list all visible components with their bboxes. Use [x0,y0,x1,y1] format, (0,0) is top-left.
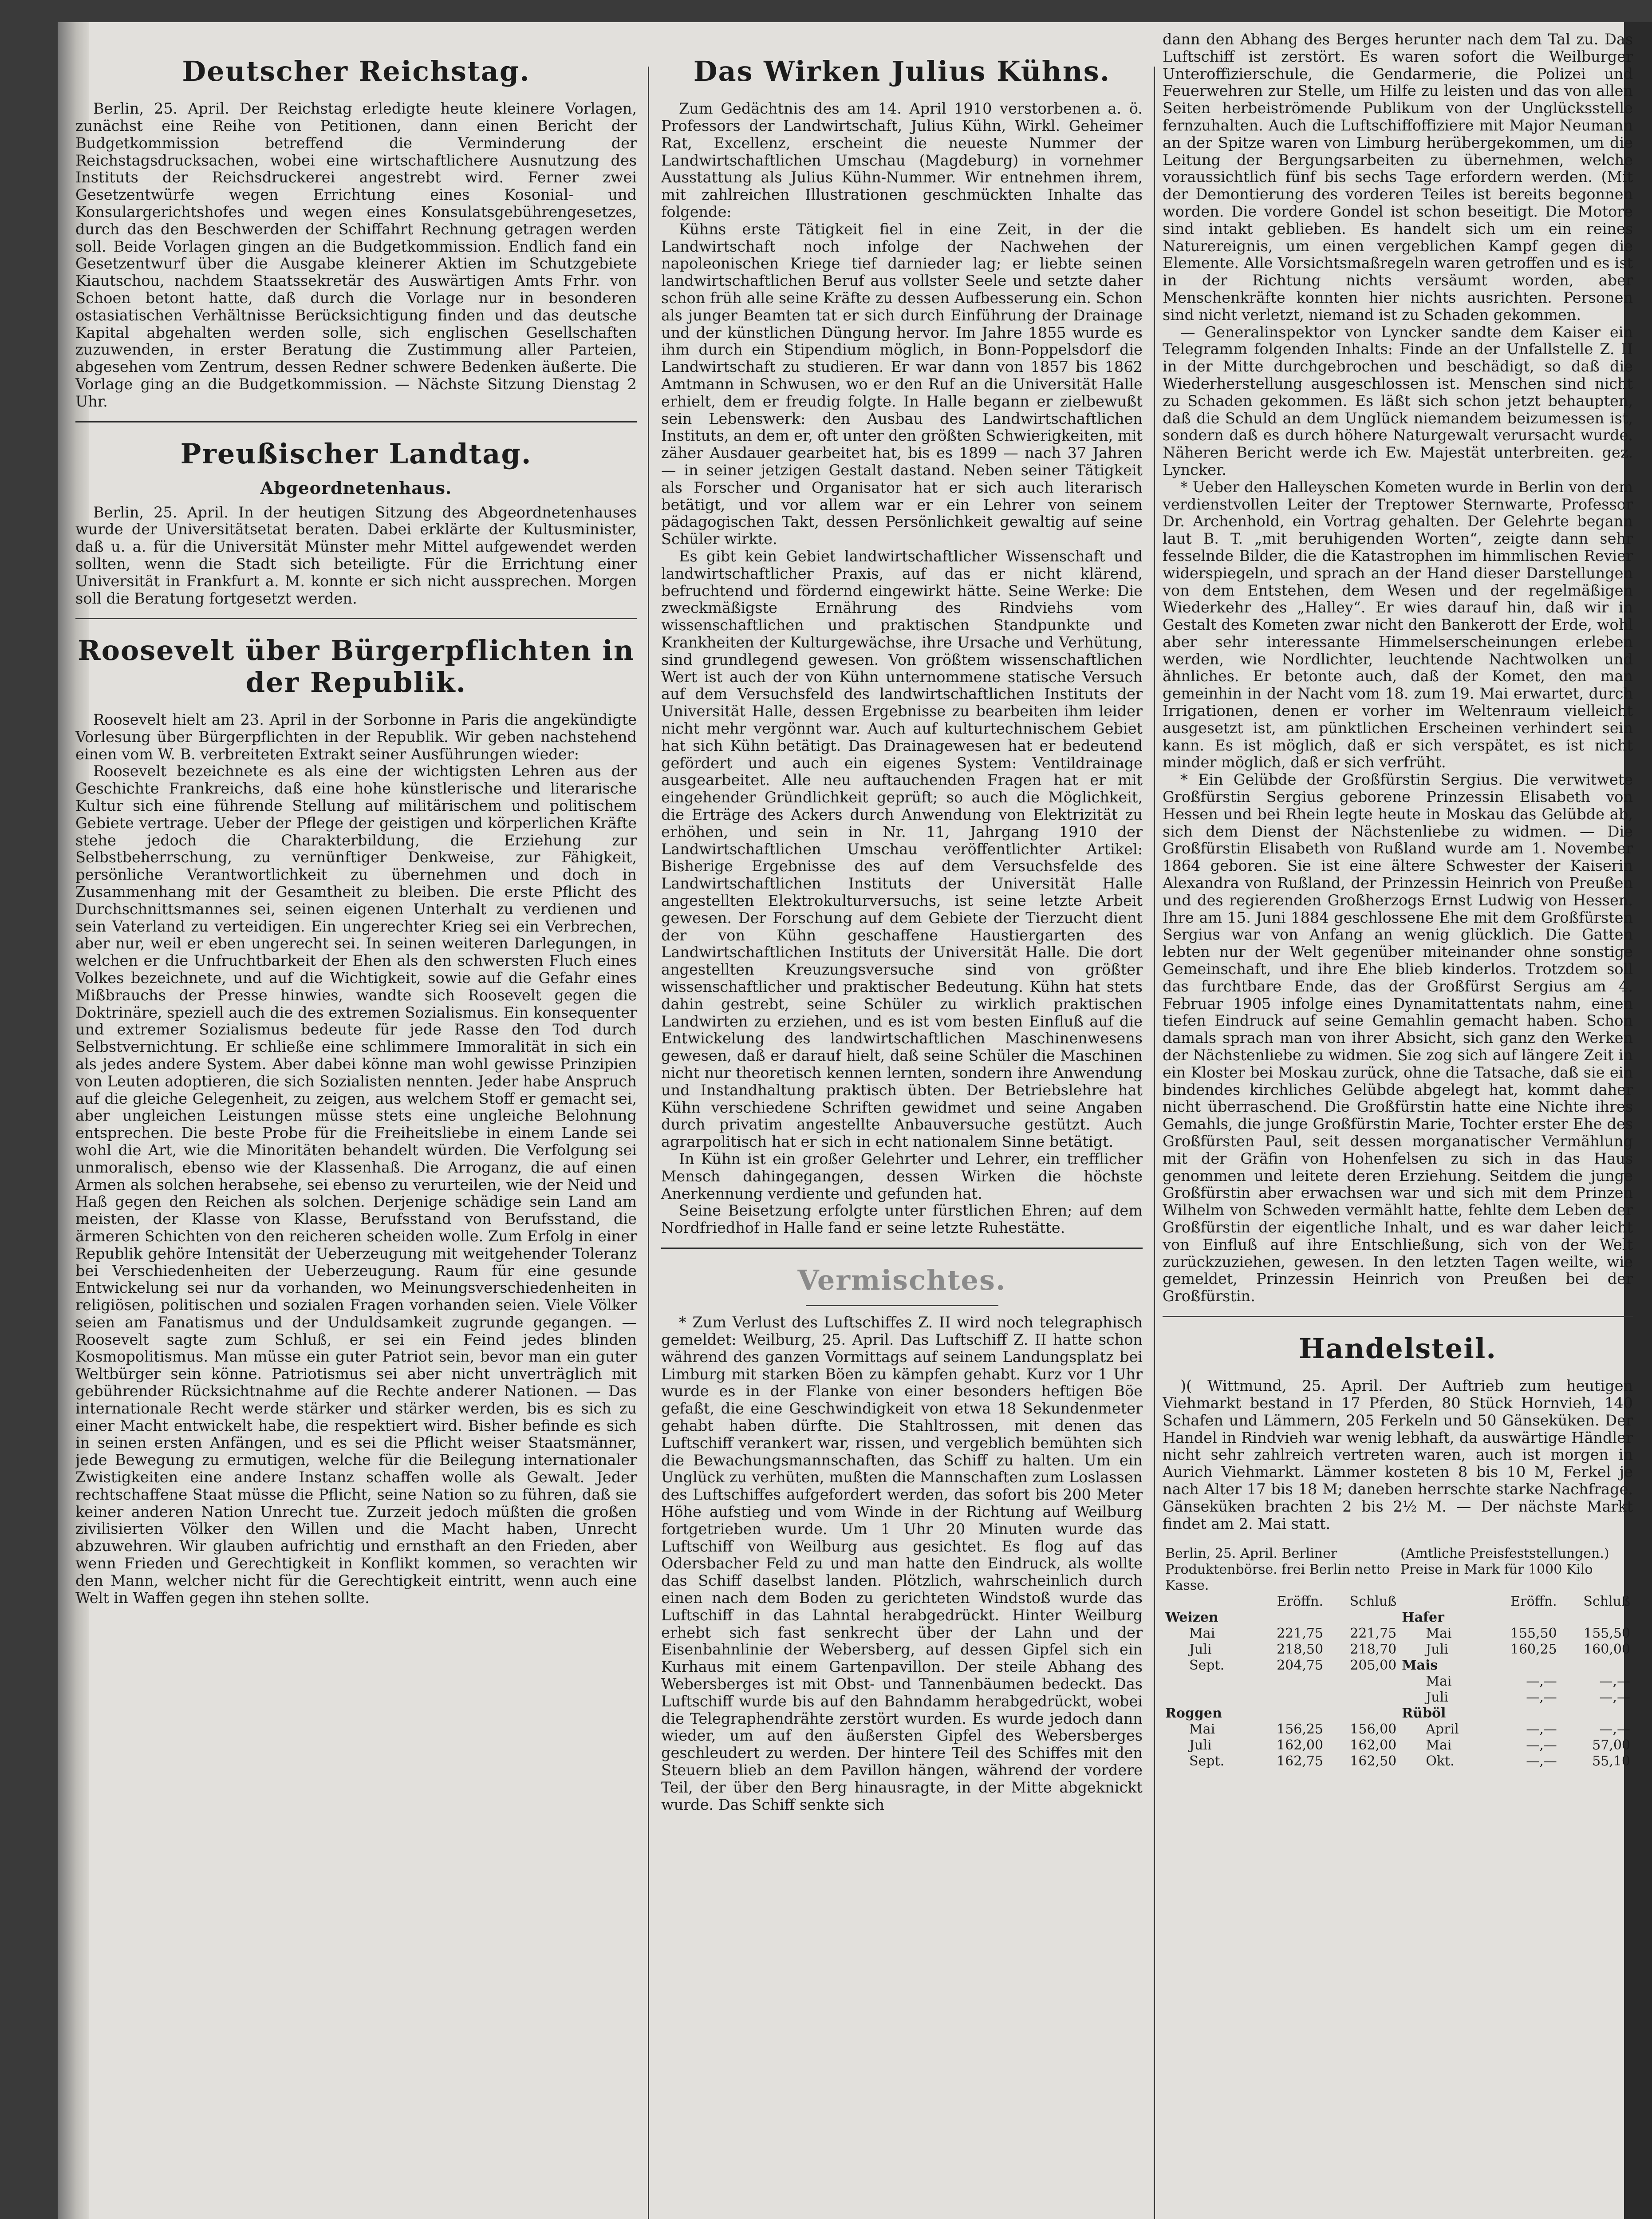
market-row [1163,1674,1633,1690]
market-price-cell [1253,1610,1326,1626]
market-commodity-label: Weizen [1165,1610,1218,1626]
section-rule [75,421,637,422]
market-commodity-label [1163,1674,1253,1690]
market-commodity-label: Sept. [1189,1658,1225,1674]
article-grossfuerstin-sergius: * Ein Gelübde der Großfürstin Sergius. Die verwitwete Großfürstin Sergius geborene Prinzessin Elisabeth von Hessen und bei Rhein legte heute in Moskau das Gelübde ab, sich dem Dienst der Nächstenliebe zu widmen. — Die Großfürstin Elisabeth von Rußland wurde am 1. November 1864 geboren. Sie ist eine ältere Schwester der Kaiserin Alexandra von Rußland, der Prinzessin Heinrich von Preußen und des regierenden Großherzogs Ernst Ludwig von Hessen. Ihre am 15. Juni 1884 geschlossene Ehe mit dem Großfürsten Sergius war von Anfang an wenig glücklich. Die Gatten lebten nur der Welt gegenüber miteinander ohne sonstige Gemeinschaft, und ihre Ehe blieb kinderlos. Trotzdem soll das furchtbare Ende, das der Großfürst Sergius am 4. Februar 1905 infolge eines Dynamitattentats nahm, einen tiefen Eindruck auf seine Gemahlin gemacht haben. Schon damals sprach man von ihrer Absicht, sich ganz den Werken der Nächstenliebe zu widmen. Sie zog sich auf längere Zeit in ein Kloster bei Moskau zurück, ohne die Tatsache, daß sie ein bindendes kirchliches Gelübde abgelegt hat, kommt daher nicht überraschend. Die Großfürstin hatte eine Nichte ihres Gemahls, die junge Großfürstin Marie, Tochter erster Ehe des Großfürsten Paul, seit dessen morganatischer Vermählung mit der Gräfin von Hohenfelsen zu sich in das Haus genommen und leitete deren Erziehung. Seitdem die junge Großfürstin aber erwachsen war und sich mit dem Prinzen Wilhelm von Schweden vermählt hatte, fehlte dem Leben der Großfürstin der eigentliche Inhalt, und es war daher leicht von Einfluß auf ihre Entschließung, sich von der Welt zurückzuziehen, gewesen. In den letzten Tagen weilte, wie gemeldet, Prinzessin Heinrich von Preußen bei der Großfürstin. [1163,771,1633,1305]
market-price-cell [1253,1690,1326,1706]
market-price-cell: 155,50 [1584,1626,1630,1642]
headline-vermischtes: Vermischtes. [797,1263,1006,1296]
market-price-cell: 162,50 [1350,1753,1397,1769]
market-price-cell [1326,1706,1399,1722]
market-price-cell: 156,25 [1277,1722,1324,1737]
section-rule [661,1248,1143,1249]
article-luftschiff-cont: dann den Abhang des Berges herunter nach dem Tal zu. Das Luftschiff ist zerstört. Es waren sofort die Weilburger Unteroffizierschule, die Gendarmerie, die Polizei und Feuerwehren zur Stelle, um Hilfe zu leisten und das von allen Seiten herbeiströmende Publikum von der Unglücksstelle fernzuhalten. Auch die Luftschiffoffiziere mit Major Neumann an der Spitze waren von Limburg herübergekommen, um die Leitung der Bergungsarbeiten zu übernehmen, welche voraussichtlich fünf bis sechs Tage erfordern werden. (Mit der Demontierung des vorderen Teiles ist bereits begonnen worden. Die vordere Gondel ist schon beseitigt. Die Motore sind intakt geblieben. Es handelt sich um ein reines Naturereignis, um einen vergeblichen Kampf gegen die Elemente. Alle Vorsichtsmaßregeln waren getroffen und es ist in der Richtung nichts versäumt worden, aber Menschenkräfte konnten hier nichts ausrichten. Personen sind nicht verletzt, niemand ist zu Schaden gekommen. [1163,31,1633,324]
market-price-cell: —,— [1599,1674,1630,1690]
market-row [1163,1690,1633,1706]
market-commodity-label: Hafer [1402,1610,1444,1626]
market-price-cell [1486,1610,1559,1626]
article-wittmund-viehmarkt: )( Wittmund, 25. April. Der Auftrieb zum heutigen Viehmarkt bestand in 17 Pferden, 80 Stück Hornvieh, 140 Schafen und Lämmern, 205 Ferkeln und 50 Gänseküken. Der Handel in Rindvieh war wenig lebhaft, da auswärtige Händler nicht sehr zahlreich vertreten waren, auch ist morgen in Aurich Viehmarkt. Lämmer kosteten 8 bis 10 M, Ferkel je nach Alter 17 bis 18 M; daneben herrschte starke Nachfrage. Gänseküken brachten 2 bis 2½ M. — Der nächste Markt findet am 2. Mai statt. [1163,1377,1633,1532]
market-row [1163,1642,1633,1658]
column-divider [648,67,649,2219]
headline-kuehn: Das Wirken Julius Kühns. [693,55,1111,87]
market-row [1163,1658,1633,1674]
market-price-cell: 162,75 [1277,1753,1324,1769]
market-price-cell [1486,1658,1559,1674]
market-row [1163,1722,1633,1737]
headline-handelsteil: Handelsteil. [1299,1332,1497,1365]
article-luftschiff: * Zum Verlust des Luftschiffes Z. II wird noch telegraphisch gemeldet: Weilburg, 25. April. Das Luftschiff Z. II hatte schon während des ganzen Vormittags auf seinem Landungsplatz bei Limburg mit starken Böen zu kämpfen gehabt. Kurz vor 1 Uhr wurde es in der Flanke von einer besonders heftigen Böe gefaßt, die eine Geschwindigkeit von etwa 18 Sekundenmeter gehabt haben dürfte. Die Stahltrossen, mit denen das Luftschiff verankert war, rissen, und vergeblich bemühten sich die Bewachungsmannschaften, das Schiff zu halten. Um ein Unglück zu verhüten, mußten die Mannschaften zum Loslassen des Luftschiffes aufgefordert werden, das sofort bis 200 Meter Höhe aufstieg und vom Winde in der Richtung auf Weilburg fortgetrieben wurde. Um 1 Uhr 20 Minuten wurde das Luftschiff von Weilburg aus gesichtet. Es flog auf das Odersbacher Feld zu und man hatte den Eindruck, als wollte das Schiff daselbst landen. Plötzlich, wahrscheinlich durch einen nach dem Boden zu gerichteten Windstoß wurde das Luftschiff in das Lahntal herabgedrückt. Hinter Weilburg erhebt sich fast senkrecht über der Lahn und der Eisenbahnlinie der Webersberg, auf dessen Gipfel sich ein Kurhaus mit einem Gartenpavillon. Der steile Abhang des Webersberges ist mit Obst- und Tannenbäumen bedeckt. Das Luftschiff wurde bis auf den Bahndamm herabgedrückt, wobei die Telegraphendrähte zerstört wurden. Es wurde jedoch dann wieder, um auf den äußersten Gipfel des Webersberges geschleudert zu werden. Der hintere Teil des Schiffes mit den Steuern blieb an dem Pavillon hängen, während der vordere Teil, der über den Berg hinausragte, in der Mitte abgeknickt wurde. Das Schiff senkte sich [661,1314,1143,1813]
col-header-eroeffn: Eröffn. [1277,1594,1324,1610]
headline-roosevelt: Roosevelt über Bürgerpflichten in der Republik. [78,634,635,699]
market-commodity-label: April [1426,1722,1459,1737]
market-price-cell: 218,50 [1277,1642,1324,1658]
article-roosevelt-body: Roosevelt bezeichnete es als eine der wichtigsten Lehren aus der Geschichte Frankreichs, daß eine hohe künstlerische und literarische Kultur sich eine führende Stellung auf militärischem und politischem Gebiete vertrage. Ueber der Pflege der geistigen und körperlichen Kräfte stehe jedoch die Charakterbildung, die Erziehung zur Selbstbeherrschung, zu vernünftiger Denkweise, zur Fähigkeit, persönliche Verantwortlichkeit zu übernehmen und doch in Zusammenhang mit der Gesamtheit zu bleiben. Die erste Pflicht des Durchschnittsmannes sei, seinen eigenen Unterhalt zu verdienen und sein Vaterland zu verteidigen. Ein ungerechter Krieg sei ein Verbrechen, aber nur, weil er eben ungerecht sei. In seinen weiteren Darlegungen, in welchen er die Unfruchtbarkeit der Ehen als den schwersten Fluch eines Volkes bezeichnete, und auf die Wichtigkeit, sowie auf die Gefahr eines Mißbrauchs der Presse hinwies, wandte sich Roosevelt gegen die Doktrinäre, speziell auch die des extremen Sozialismus. Ein konsequenter und extremer Sozialismus bedeute für jede Rasse den Tod durch Selbstvernichtung. Er schließe eine schlimmere Immoralität in sich ein als jedes andere System. Aber dabei könne man wohl gewisse Prinzipien von Leuten adoptieren, die sich Sozialisten nennten. Jeder habe Anspruch auf die gleiche Gelegenheit, zu zeigen, aus welchem Stoff er gemacht sei, aber ungleichen Leistungen müsse stets eine ungleiche Belohnung entsprechen. Die beste Probe für die Freiheitsliebe in einem Lande sei wohl die Art, wie die Minoritäten behandelt würden. Die Verfolgung sei unmoralisch, ebenso wie der Klassenhaß. Die Arroganz, die auf einen Armen als solchen herabsehe, sei ebenso zu verurteilen, wie der Neid und Haß gegen den Reichen als solchen. Derjenige schädige sein Land am meisten, der Klasse von Klasse, Berufsstand von Berufsstand, die ärmeren Schichten von den reicheren scheiden wolle. Zum Erfolg in einer Republik gehöre Intensität der Ueberzeugung mit weitgehender Toleranz bei Verschiedenheiten der Ueberzeugung. Raum für eine gesunde Entwickelung sei nur da vorhanden, wo Meinungsverschiedenheiten in religiösen, politischen und sozialen Fragen vorhanden seien. Viele Völker seien am Fanatismus und der Unduldsamkeit zugrunde gegangen. — Roosevelt sagte zum Schluß, er sei ein Feind jedes blinden Kosmopolitismus. Man müsse ein guter Patriot sein, bevor man ein guter Weltbürger sein könne. Patriotismus sei aber nicht unverträglich mit gebührender Rücksichtnahme auf die Rechte anderer Nationen. — Das internationale Recht werde stärker und stärker werden, bis es sich zu einer Macht entwickelt habe, die respektiert wird. Bisher befinde es sich in seinen ersten Anfängen, und es sei die Pflicht weiser Staatsmänner, jede Bewegung zu ermutigen, welche für die Beilegung internationaler Zwistigkeiten eine andere Instanz schaffen wolle als Gewalt. Jeder rechtschaffene Staat müsse die Pflicht, seine Nation so zu führen, daß sie keiner anderen Nation Unrecht tue. Zurzeit jedoch müßten die großen zivilisierten Völker den Willen und die Macht haben, Unrecht abzuwehren. Wir glauben aufrichtig und ernsthaft an den Frieden, aber wenn Frieden und Gerechtigkeit in Konflikt kommen, so verachten wir den Mann, welcher nicht für die Gerechtigkeit eintritt, wenn auch eine Welt in Waffen gegen ihn stehen sollte. [75,762,637,1607]
market-commodity-label: Rüböl [1402,1706,1446,1722]
market-price-cell [1253,1674,1326,1690]
market-header-left: Berlin, 25. April. Berliner Produktenbörse. frei Berlin netto Kasse. [1165,1546,1390,1594]
column-divider [1154,67,1155,2219]
market-price-cell: 155,50 [1510,1626,1557,1642]
market-price-cell: —,— [1526,1753,1557,1769]
market-price-cell: 162,00 [1277,1737,1324,1753]
article-kuehn-p2: Kühns erste Tätigkeit fiel in eine Zeit, in der die Landwirtschaft noch infolge der Nachwehen der napoleonischen Kriege tief darnieder lag; er liebte seinen landwirtschaftlichen Beruf aus vollster Seele und setzte daher schon früh alle seine Kräfte zu dessen Aufbesserung ein. Schon als junger Beamten tat er sich durch Einführung der Drainage und der künstlichen Düngung hervor. Im Jahre 1855 wurde es ihm durch ein Stipendium möglich, in Bonn-Poppelsdorf die Landwirtschaft zu studieren. Er war dann von 1857 bis 1862 Amtmann in Schwusen, wo er den Ruf an die Universität Halle erhielt, dem er freudig folgte. In Halle begann er zielbewußt sein Lebenswerk: den Ausbau des Landwirtschaftlichen Instituts, an dem er, oft unter den größten Schwierigkeiten, mit zäher Ausdauer gearbeitet hat, bis es 1899 — nach 37 Jahren — in seiner jetzigen Gestalt dastand. Neben seiner Tätigkeit als Forscher und Organisator hat er sich auch literarisch betätigt, und vor allem war er ein Lehrer von seinem pädagogischen Takt, dessen Persönlichkeit gewaltig auf seine Schüler wirkte. [661,220,1143,548]
article-reichstag: Berlin, 25. April. Der Reichstag erledigte heute kleinere Vorlagen, zunächst eine Reihe von Petitionen, dann einen Bericht der Budgetkommission betreffend die Verminderung der Reichstagsdrucksachen, wobei eine wirtschaftlichere Ausnutzung des Instituts der Reichsdruckerei angestrebt wird. Ferner zwei Gesetzentwürfe wegen Errichtung eines Kosonial- und Konsulargerichtshofes und wegen eines Konsulatsgebührengesetzes, durch das den Beschwerden der Schiffahrt Rechnung getragen werden soll. Beide Vorlagen gingen an die Budgetkommission. Endlich fand ein Gesetzentwurf über die Ausgabe kleinerer Aktien im Schutzgebiete Kiautschou, nachdem Staatssekretär des Auswärtigen Amts Frhr. von Schoen betont hatte, daß durch die Vorlage nur in besonderen ostasiatischen Verhältnisse Berücksichtigung finden und das deutsche Kapital abgehalten werden solle, sich englischen Gesellschaften zuzuwenden, in erster Beratung die Zustimmung aller Parteien, abgesehen vom Zentrum, dessen Redner schwere Bedenken äußerte. Die Vorlage ging an die Budgetkommission. — Nächste Sitzung Dienstag 2 Uhr. [75,100,637,410]
col-header-schluss: Schluß [1583,1594,1630,1610]
market-commodity-label: Mai [1426,1737,1452,1753]
market-commodity-label: Mais [1402,1658,1438,1674]
market-price-cell [1560,1706,1633,1722]
section-rule [806,1305,998,1306]
market-price-cell: 221,75 [1350,1626,1397,1642]
market-commodity-label: Roggen [1165,1706,1222,1722]
headline-landtag: Preußischer Landtag. [180,437,532,470]
section-rule [75,618,637,619]
market-row [1163,1626,1633,1642]
section-rule [1163,1316,1633,1317]
market-price-cell [1326,1690,1399,1706]
market-commodity-label: Mai [1189,1722,1215,1737]
market-price-cell [1253,1706,1326,1722]
market-row [1163,1706,1633,1722]
col-header-schluss: Schluß [1349,1594,1397,1610]
market-price-cell: 160,00 [1584,1642,1630,1658]
market-price-cell: 205,00 [1350,1658,1397,1674]
market-price-cell [1560,1658,1633,1674]
article-kuehn-p1: Zum Gedächtnis des am 14. April 1910 verstorbenen a. ö. Professors der Landwirtschaft, Julius Kühn, Wirkl. Geheimer Rat, Excellenz, erscheint die neueste Nummer der Landwirtschaftlichen Umschau (Magdeburg) in vornehmer Ausstattung als Julius Kühn-Nummer. Wir entnehmen ihrem, mit zahlreichen Illustrationen geschmückten Inhalte das folgende: [661,100,1143,221]
article-kuehn-p4: In Kühn ist ein großer Gelehrter und Lehrer, ein trefflicher Mensch dahingegangen, dessen Wirken die höchste Anerkennung verdiente und gefunden hat. [661,1150,1143,1202]
market-price-cell: —,— [1526,1722,1557,1737]
market-price-cell: —,— [1599,1690,1630,1706]
market-price-cell: 57,00 [1592,1737,1630,1753]
market-price-cell [1486,1706,1559,1722]
market-row [1163,1737,1633,1753]
market-price-cell: —,— [1599,1722,1630,1737]
market-commodity-label: Mai [1189,1626,1215,1642]
column-2 [661,31,1143,2219]
market-price-cell: —,— [1526,1690,1557,1706]
column-3 [1163,31,1633,2219]
market-commodity-label: Okt. [1426,1753,1455,1769]
article-lyncker-telegram: — Generalinspektor von Lyncker sandte dem Kaiser ein Telegramm folgenden Inhalts: Finde an der Unfallstelle Z. II in der Mitte durchgebrochen und beschädigt, so daß die Wiederherstellung ausgeschlossen ist. Menschen sind nicht zu Schaden gekommen. Es läßt sich schon jetzt behaupten, daß die Schuld an dem Unglück niemandem beizumessen ist, sondern daß es durch höhere Naturgewalt verursacht wurde. Näheren Bericht werde ich Ew. Majestät unterbreiten. gez. Lyncker. [1163,323,1633,478]
market-price-cell [1560,1610,1633,1626]
column-1 [75,31,637,2219]
market-commodity-label: Mai [1426,1626,1452,1642]
market-price-cell [1326,1674,1399,1690]
market-commodity-label: Sept. [1189,1753,1225,1769]
market-price-cell: 221,75 [1277,1626,1324,1642]
market-price-cell: 218,70 [1350,1642,1397,1658]
market-row [1163,1610,1633,1626]
article-kuehn-p5: Seine Beisetzung erfolgte unter fürstlichen Ehren; auf dem Nordfriedhof in Halle fand er seine letzte Ruhestätte. [661,1202,1143,1237]
market-commodity-label: Juli [1189,1642,1212,1658]
market-price-cell: 55,10 [1592,1753,1630,1769]
market-price-cell: 156,00 [1350,1722,1397,1737]
market-row [1163,1753,1633,1769]
market-commodity-label: Juli [1426,1690,1448,1706]
article-kuehn-p3: Es gibt kein Gebiet landwirtschaftlicher Wissenschaft und landwirtschaftlicher Praxis, auf das er nicht klärend, befruchtend und fördernd eingewirkt hätte. Seine Werke: Die zweckmäßigste Ernährung des Rindviehs vom wissenschaftlichen und praktischen Standpunkte und Krankheiten der Kulturgewächse, ihre Ursache und Verhütung, sind grundlegend gewesen. Von größtem wissenschaftlichen Wert ist auch der von Kühn unternommene statische Versuch auf dem Versuchsfeld des landwirtschaftlichen Instituts der Universität Halle, dessen Ergebnisse zu bearbeiten ihm leider nicht mehr vergönnt war. Auch auf kulturtechnischem Gebiet hat sich Kühn betätigt. Das Drainagewesen hat er bedeutend gefördert und auch ein eigenes System: Ventildrainage ausgearbeitet. Alle neu auftauchenden Fragen hat er mit eingehender Gründlichkeit geprüft; so auch die Möglichkeit, die Erträge des Ackers durch Anwendung von Elektrizität zu erhöhen, und sein in Nr. 11, Jahrgang 1910 der Landwirtschaftlichen Umschau veröffentlichter Artikel: Bisherige Ergebnisse des auf dem Versuchsfelde des Landwirtschaftlichen Instituts der Universität Halle angestellten Elektrokulturversuchs, ist seine letzte Arbeit gewesen. Der Forschung auf dem Gebiete der Tierzucht dient der von Kühn geschaffene Haustiergarten des Landwirtschaftlichen Instituts der Universität Halle. Die dort angestellten Kreuzungsversuche sind von größter wissenschaftlicher und praktischer Bedeutung. Kühn hat stets dahin gestrebt, seine Schüler zu wirklich praktischen Landwirten zu erziehen, und es ist vom besten Einfluß auf die Entwickelung des landwirtschaftlichen Maschinenwesens gewesen, daß er darauf hielt, daß seine Schüler die Maschinen nicht nur theoretisch kennen lernten, sondern ihre Anwendung und Instandhaltung praktisch übten. Der Betriebslehre hat Kühn verschiedene Schriften gewidmet und seine Angaben durch privatim angestellte Anbauversuche gestützt. Auch agrarpolitisch hat er sich in echt nationalem Sinne betätigt. [661,548,1143,1151]
market-commodity-label: Juli [1189,1737,1212,1753]
market-price-cell: —,— [1526,1737,1557,1753]
market-price-cell: 162,00 [1350,1737,1397,1753]
article-roosevelt-intro: Roosevelt hielt am 23. April in der Sorbonne in Paris die angekündigte Vorlesung über Bürgerpflichten in der Republik. Wir geben nachstehend einen vom W. B. verbreiteten Extrakt seiner Ausführungen wieder: [75,711,637,763]
market-commodity-label [1163,1690,1253,1706]
article-landtag: Berlin, 25. April. In der heutigen Sitzung des Abgeordnetenhauses wurde der Universitätsetat beraten. Dabei erklärte der Kultusminister, daß u. a. für die Universität Münster mehr Mittel aufgewendet werden sollten, wenn die Stadt sich beteiligte. Für die Errichtung einer Universität in Frankfurt a. M. konnte er sich nicht aussprechen. Morgen soll die Beratung fortgesetzt werden. [75,503,637,607]
col-header-eroeffn: Eröffn. [1510,1594,1557,1610]
market-price-cell: —,— [1526,1674,1557,1690]
market-price-cell [1326,1610,1399,1626]
subheadline-abgeordnetenhaus: Abgeordnetenhaus. [260,478,452,498]
market-price-cell: 160,25 [1510,1642,1557,1658]
market-commodity-label: Juli [1426,1642,1448,1658]
market-commodity-label: Mai [1426,1674,1452,1690]
market-header-right: (Amtliche Preisfeststellungen.) Preise in Mark für 1000 Kilo [1400,1546,1609,1578]
market-report-header [1163,1546,1633,1594]
market-price-cell: 204,75 [1277,1658,1324,1674]
article-halley-komet: * Ueber den Halleyschen Kometen wurde in Berlin von dem verdienstvollen Leiter der Treptower Sternwarte, Professor Dr. Archenhold, ein Vortrag gehalten. Der Gelehrte begann laut B. T. „mit beruhigenden Worten“, zeigte dann sehr fesselnde Bilder, die die Katastrophen im himmlischen Revier widerspiegeln, und sprach an der Hand dieser Darstellungen von dem Entstehen, dem Wesen und der regelmäßigen Wiederkehr des „Halley“. Er wies darauf hin, daß wir in Gestalt des Kometen zwar nicht den Bankerott der Erde, wohl aber sehr interessante Himmelserscheinungen erleben werden, wie Nordlichter, leuchtende Nachtwolken und ähnliches. Er betonte auch, daß der Komet, den man gemeinhin in der Nacht vom 18. zum 19. Mai erwartet, durch Irrigationen, denen er vorher im Weltenraum vielleicht ausgesetzt ist, am pünktlichen Erscheinen verhindert sein kann. Es ist möglich, daß er sich verspätet, es ist nicht minder möglich, daß er sich verfrüht. [1163,478,1633,771]
headline-reichstag: Deutscher Reichstag. [182,55,530,87]
market-price-table [1163,1594,1633,1769]
